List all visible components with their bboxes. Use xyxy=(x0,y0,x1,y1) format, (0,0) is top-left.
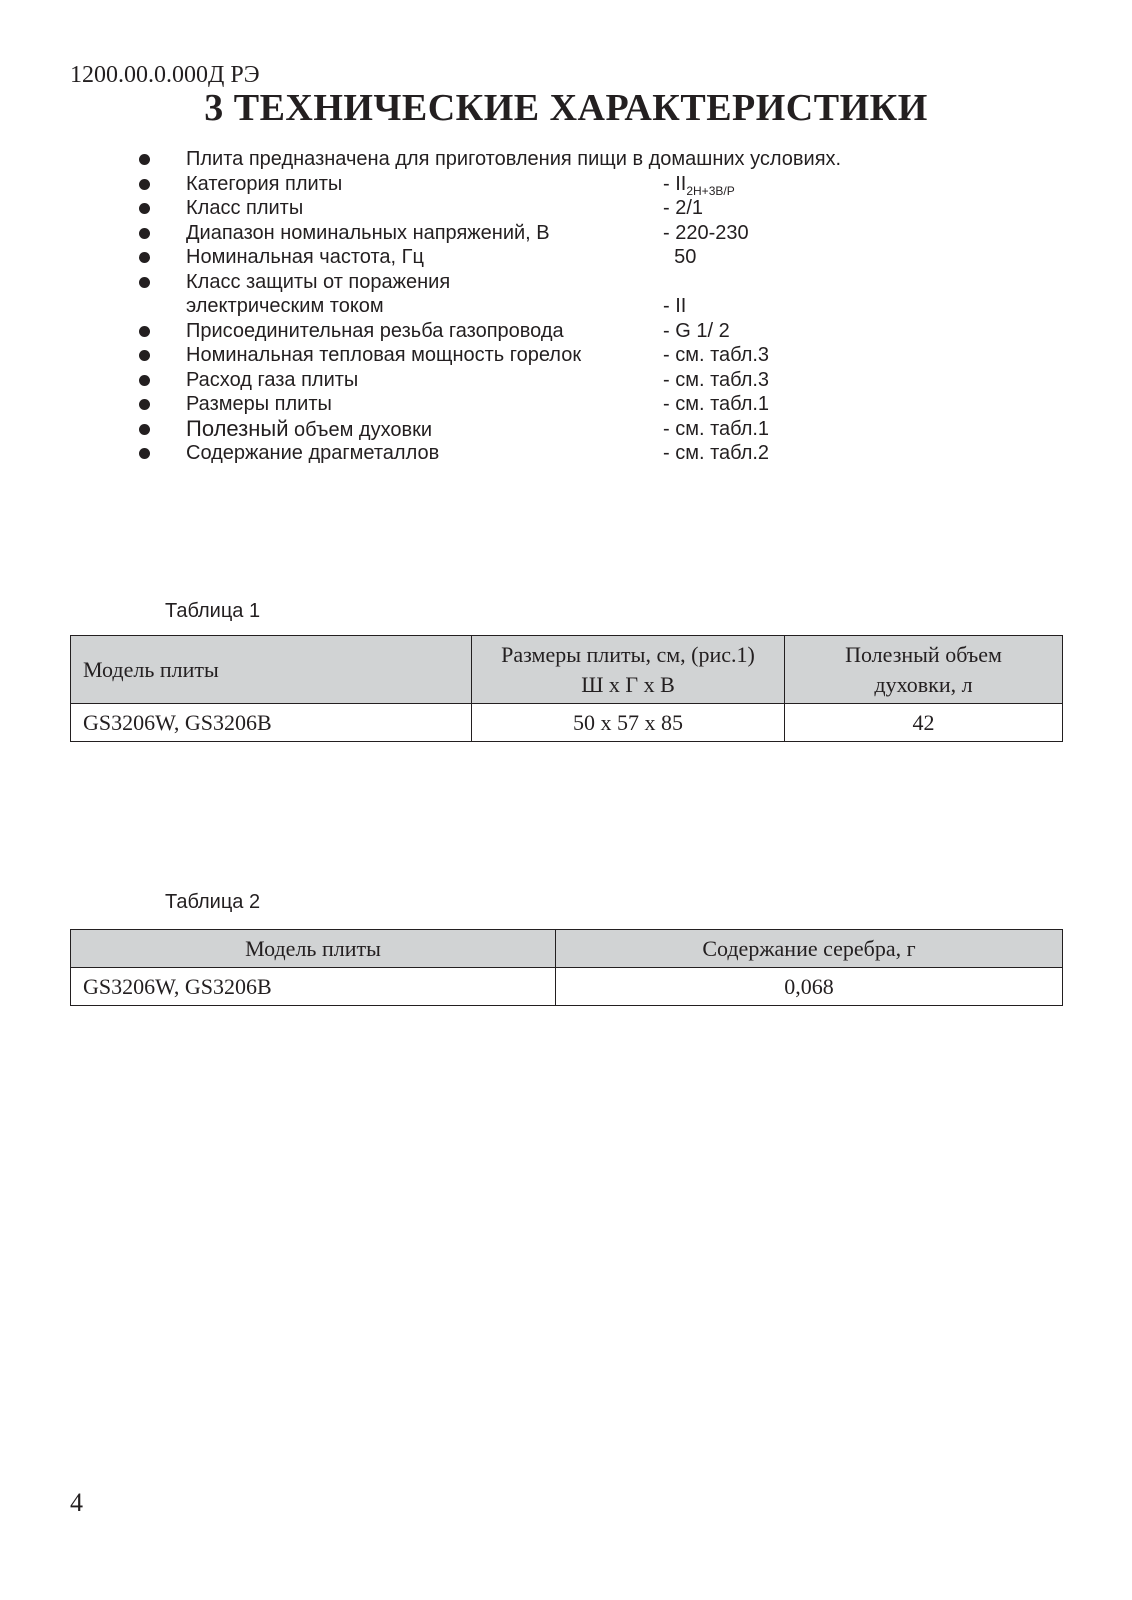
spec-item-intro xyxy=(0,147,1132,172)
section-title: 3 ТЕХНИЧЕСКИЕ ХАРАКТЕРИСТИКИ xyxy=(204,87,928,129)
bullet-icon xyxy=(139,399,150,410)
table-header-cell: Модель плиты xyxy=(71,636,472,704)
spec-label: Плита предназначена для приготовления пищи в домашних условиях. xyxy=(186,148,842,170)
bullet-icon xyxy=(139,277,150,288)
spec-label: Номинальная частота, Гц xyxy=(186,246,424,268)
spec-item-precious-metals xyxy=(0,441,1132,466)
table-header-cell: Полезный объем духовки, л xyxy=(785,636,1063,704)
table-row xyxy=(71,968,1063,1006)
spec-item-category xyxy=(0,172,1132,197)
spec-item-class xyxy=(0,196,1132,221)
spec-value: - см. табл.3 xyxy=(663,368,770,391)
spec-label: Расход газа плиты xyxy=(186,368,359,391)
spec-value: - см. табл.3 xyxy=(663,344,770,366)
spec-item-dimensions xyxy=(0,392,1132,417)
spec-item-thread xyxy=(0,319,1132,344)
spec-label: Присоединительная резьба газопровода xyxy=(186,319,564,342)
spec-item-voltage xyxy=(0,221,1132,246)
table-header-row xyxy=(71,930,1063,968)
spec-value: - 220-230 xyxy=(663,221,749,244)
spec-item-gas-consumption xyxy=(0,368,1132,393)
table-cell: 50 х 57 х 85 xyxy=(472,704,785,742)
spec-value: - G 1/ 2 xyxy=(663,319,730,342)
table2 xyxy=(70,929,1063,1006)
spec-value: - см. табл.1 xyxy=(663,417,770,440)
table-row xyxy=(71,704,1063,742)
bullet-icon xyxy=(139,228,150,239)
bullet-icon xyxy=(139,424,150,435)
spec-value: - 2/1 xyxy=(663,197,704,219)
spec-label: Категория плиты xyxy=(186,172,343,195)
spec-item-oven-volume xyxy=(0,417,1132,442)
bullet-icon xyxy=(139,179,150,190)
bullet-icon xyxy=(139,350,150,361)
table-header-cell: Размеры плиты, см, (рис.1) Ш х Г х В xyxy=(472,636,785,704)
bullet-icon xyxy=(139,154,150,165)
spec-label: Полезный объем духовки xyxy=(186,415,433,441)
table-header-cell: Содержание серебра, г xyxy=(556,930,1063,968)
spec-value: - II xyxy=(663,295,687,317)
spec-value: - $II_{2H+3B/P}$ xyxy=(663,172,735,198)
table-cell: GS3206W, GS3206B xyxy=(71,704,472,742)
table-cell: GS3206W, GS3206B xyxy=(71,968,556,1006)
spec-label: Класс плиты xyxy=(186,197,304,219)
page-number: 4 xyxy=(70,1488,83,1517)
spec-value: - см. табл.1 xyxy=(663,393,770,415)
bullet-icon xyxy=(139,326,150,337)
table2-caption: Таблица 2 xyxy=(165,891,261,913)
spec-item-heat-power xyxy=(0,343,1132,368)
bullet-icon xyxy=(139,203,150,214)
spec-item-frequency xyxy=(0,245,1132,270)
spec-label: Диапазон номинальных напряжений, В xyxy=(186,221,550,244)
table-header-cell: Модель плиты xyxy=(71,930,556,968)
spec-value: - см. табл.2 xyxy=(663,442,770,464)
spec-label: Содержание драгметаллов xyxy=(186,442,440,464)
bullet-icon xyxy=(139,375,150,386)
document-code: 1200.00.0.000Д РЭ xyxy=(70,62,260,88)
bullet-icon xyxy=(139,448,150,459)
spec-label: Размеры плиты xyxy=(186,393,332,415)
table-header-row xyxy=(71,636,1063,704)
spec-label: Класс защиты от поражения электрическим током xyxy=(186,270,451,317)
table-cell: 42 xyxy=(785,704,1063,742)
spec-value-subscript: 2H+3B/P xyxy=(686,183,735,198)
spec-item-protection-class xyxy=(0,270,1132,319)
spec-label: Номинальная тепловая мощность горелок xyxy=(186,344,582,366)
spec-value: 50 xyxy=(663,246,697,268)
bullet-icon xyxy=(139,252,150,263)
spec-list xyxy=(0,147,1132,466)
table1-caption: Таблица 1 xyxy=(165,600,261,622)
table1 xyxy=(70,635,1063,742)
table-cell: 0,068 xyxy=(556,968,1063,1006)
